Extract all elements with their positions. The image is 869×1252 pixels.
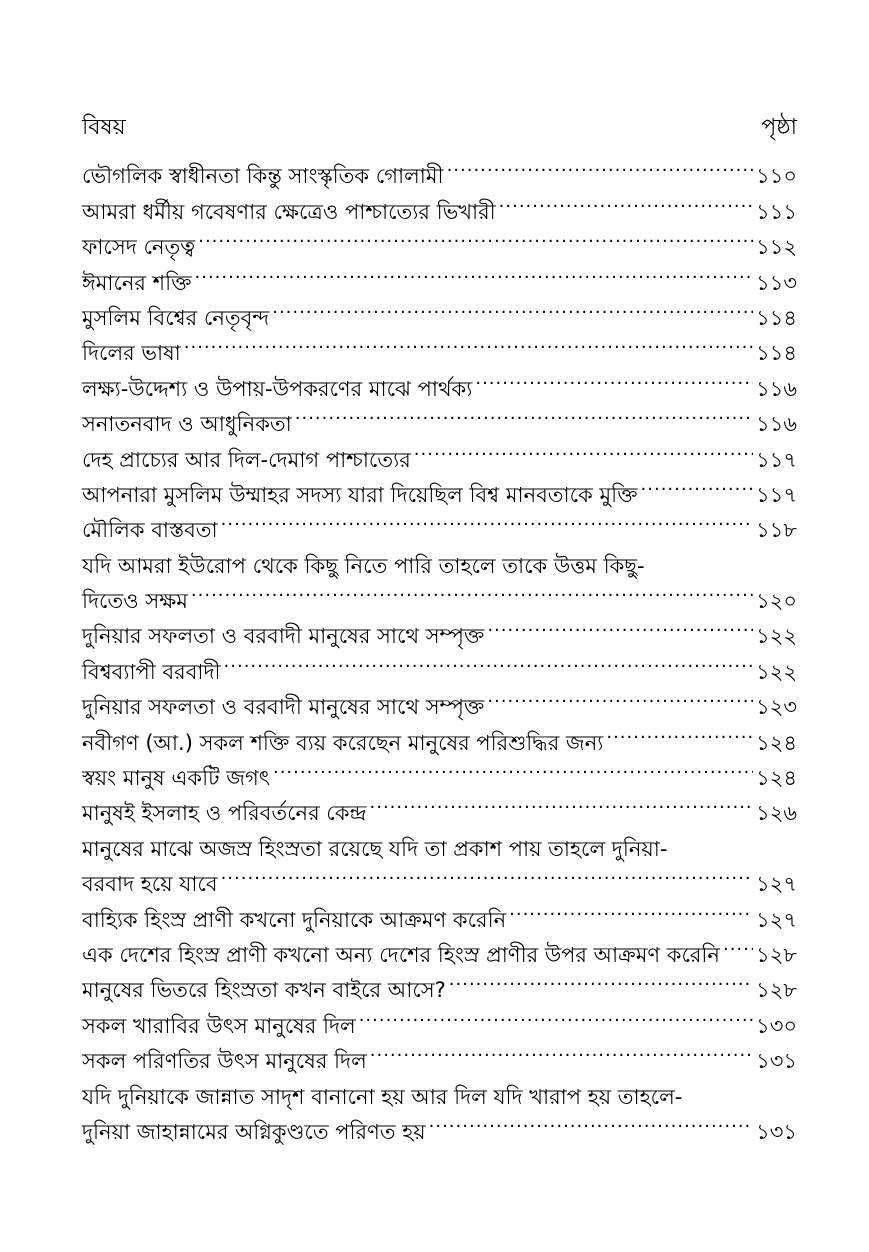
dot-leader	[606, 714, 753, 749]
toc-entry-page-number: ১১৪	[756, 341, 797, 366]
toc-entry-title: লক্ষ্য-উদ্দেশ্য ও উপায়-উপকরণের মাঝে পার্থক্য	[82, 376, 473, 401]
toc-entry-title: মানুষই ইসলাহ ও পরিবর্তনের কেন্দ্র	[82, 801, 367, 826]
toc-entry-page-number: ১৩০	[756, 1013, 797, 1038]
toc-entry-title: ঈমানের শক্তি	[82, 270, 192, 295]
toc-entry-page-number: ১১৬	[756, 376, 797, 401]
dot-leader	[195, 254, 754, 289]
dot-leader	[449, 962, 753, 997]
toc-entry-page-number: ১২৬	[756, 801, 797, 826]
toc-list	[82, 148, 797, 1144]
dot-leader	[221, 856, 754, 891]
toc-entry-title: দেহ প্রাচ্যের আর দিল-দেমাগ পাশ্চাত্যের	[82, 447, 411, 472]
toc-entry-title: এক দেশের হিংস্র প্রাণী কখনো অন্য দেশের হিংস্র প্রাণীর উপর আক্রমণ করেনি	[82, 942, 720, 967]
toc-entry-page-number: ১১৭	[756, 447, 797, 472]
dot-leader	[723, 927, 753, 962]
toc-entry-page-number: ১২৪	[756, 766, 797, 791]
toc-entry-title: নবীগণ (আ.) সকল শক্তি ব্যয় করেছেন মানুষের পরিশুদ্ধির জন্য	[82, 730, 604, 755]
toc-entry-page-number: ১৩১	[756, 1049, 797, 1074]
toc-entry-page-number: ১২৮	[756, 978, 797, 1003]
toc-entry-page-number: ১২৭	[756, 872, 797, 897]
toc-entry-title: বিশ্বব্যাপী বরবাদী	[82, 659, 221, 684]
dot-leader	[359, 997, 753, 1032]
toc-entry-title: দিলের ভাষা	[82, 341, 181, 366]
subject-column-heading: বিষয়	[82, 115, 126, 140]
toc-entry-page-number: ১২২	[756, 624, 797, 649]
toc-entry	[82, 325, 797, 366]
toc-entry-title: সনাতনবাদ ও আধুনিকতা	[82, 412, 292, 437]
dot-leader	[370, 785, 754, 820]
dot-leader	[272, 290, 753, 325]
toc-entry-title: যদি আমরা ইউরোপ থেকে কিছু নিতে পারি তাহলে তাকে উত্তম কিছু-	[82, 553, 645, 578]
toc-entry-page-number: ১২৭	[756, 907, 797, 932]
toc-entry-page-number: ১১৪	[756, 305, 797, 330]
dot-leader	[487, 608, 753, 643]
toc-entry-page-number: ১১০	[756, 164, 797, 189]
toc-entry-title: ভৌগলিক স্বাধীনতা কিন্তু সাংস্কৃতিক গোলামী	[82, 164, 444, 189]
toc-entry-page-number: ১১৮	[756, 518, 797, 543]
toc-entry-title: দুনিয়ার সফলতা ও বরবাদী মানুষের সাথে সম্পৃক্ত	[82, 624, 485, 649]
toc-entry-page-number: ১১৭	[756, 482, 797, 507]
toc-entry-title: স্বয়ং মানুষ একটি জগৎ	[82, 766, 270, 791]
dot-leader	[224, 643, 754, 678]
dot-leader	[475, 360, 753, 395]
toc-entry-page-number: ১৩১	[756, 1119, 797, 1144]
toc-entry-page-number: ১২২	[756, 659, 797, 684]
toc-entry-page-number: ১১১	[756, 199, 797, 224]
dot-leader	[429, 1104, 753, 1139]
dot-leader	[295, 396, 753, 431]
toc-entry-title: বাহ্যিক হিংস্র প্রাণী কখনো দুনিয়াকে আক্রমণ করেনি	[82, 907, 507, 932]
toc-entry-title: যদি দুনিয়াকে জান্নাত সাদৃশ বানানো হয় আর দিল যদি খারাপ হয় তাহলে-	[82, 1084, 683, 1109]
dot-leader	[273, 750, 753, 785]
dot-leader	[499, 183, 753, 218]
toc-entry-title: দিতেও সক্ষম	[82, 589, 188, 614]
toc-entry-title: মানুষের ভিতরে হিংস্রতা কখন বাইরে আসে?	[82, 978, 446, 1003]
toc-entry-title: সকল পরিণতির উৎস মানুষের দিল	[82, 1049, 367, 1074]
toc-entry-title: আমরা ধর্মীয় গবেষণার ক্ষেত্রেও পাশ্চাত্যের ভিখারী	[82, 199, 496, 224]
toc-entry-title: ফাসেদ নেতৃত্ব	[82, 235, 196, 260]
toc-entry-page-number: ১২৩	[756, 695, 797, 720]
dot-leader	[191, 573, 753, 608]
toc-entry-title: মানুষের মাঝে অজস্র হিংস্রতা রয়েছে যদি তা প্রকাশ পায় তাহলে দুনিয়া-	[82, 836, 668, 861]
toc-entry	[82, 360, 797, 401]
toc-entry-page-number: ১২৮	[756, 942, 797, 967]
toc-entry	[82, 608, 797, 649]
toc-entry-title: দুনিয়া জাহান্নামের অগ্নিকুণ্ডতে পরিণত হয়	[82, 1119, 426, 1144]
toc-entry-page-number: ১২৪	[756, 730, 797, 755]
dot-leader	[414, 431, 753, 466]
toc-entry-page-number: ১২০	[756, 589, 797, 614]
dot-leader	[198, 219, 753, 254]
toc-entry-page-number: ১১৬	[756, 412, 797, 437]
dot-leader	[370, 1033, 753, 1068]
toc-entry-title: মৌলিক বাস্তবতা	[82, 518, 218, 543]
dot-leader	[447, 148, 754, 183]
dot-leader	[487, 679, 753, 714]
dot-leader	[221, 502, 753, 537]
toc-entry-title: আপনারা মুসলিম উম্মাহর সদস্য যারা দিয়েছিল বিশ্ব মানবতাকে মুক্তি	[82, 482, 638, 507]
dot-leader	[509, 891, 753, 926]
table-of-contents-page	[82, 108, 797, 1144]
dot-leader	[641, 467, 754, 502]
toc-entry-title: দুনিয়ার সফলতা ও বরবাদী মানুষের সাথে সম্পৃক্ত	[82, 695, 485, 720]
toc-entry-page-number: ১১৩	[756, 270, 797, 295]
page-column-heading: পৃষ্ঠা	[761, 115, 797, 140]
toc-entry-title: বরবাদ হয়ে যাবে	[82, 872, 218, 897]
toc-entry-title: মুসলিম বিশ্বের নেতৃবৃন্দ	[82, 305, 270, 330]
toc-entry-page-number: ১১২	[756, 235, 797, 260]
toc-header	[82, 108, 797, 148]
toc-entry-title: সকল খারাবির উৎস মানুষের দিল	[82, 1013, 356, 1038]
toc-entry	[82, 148, 797, 189]
dot-leader	[184, 325, 753, 360]
